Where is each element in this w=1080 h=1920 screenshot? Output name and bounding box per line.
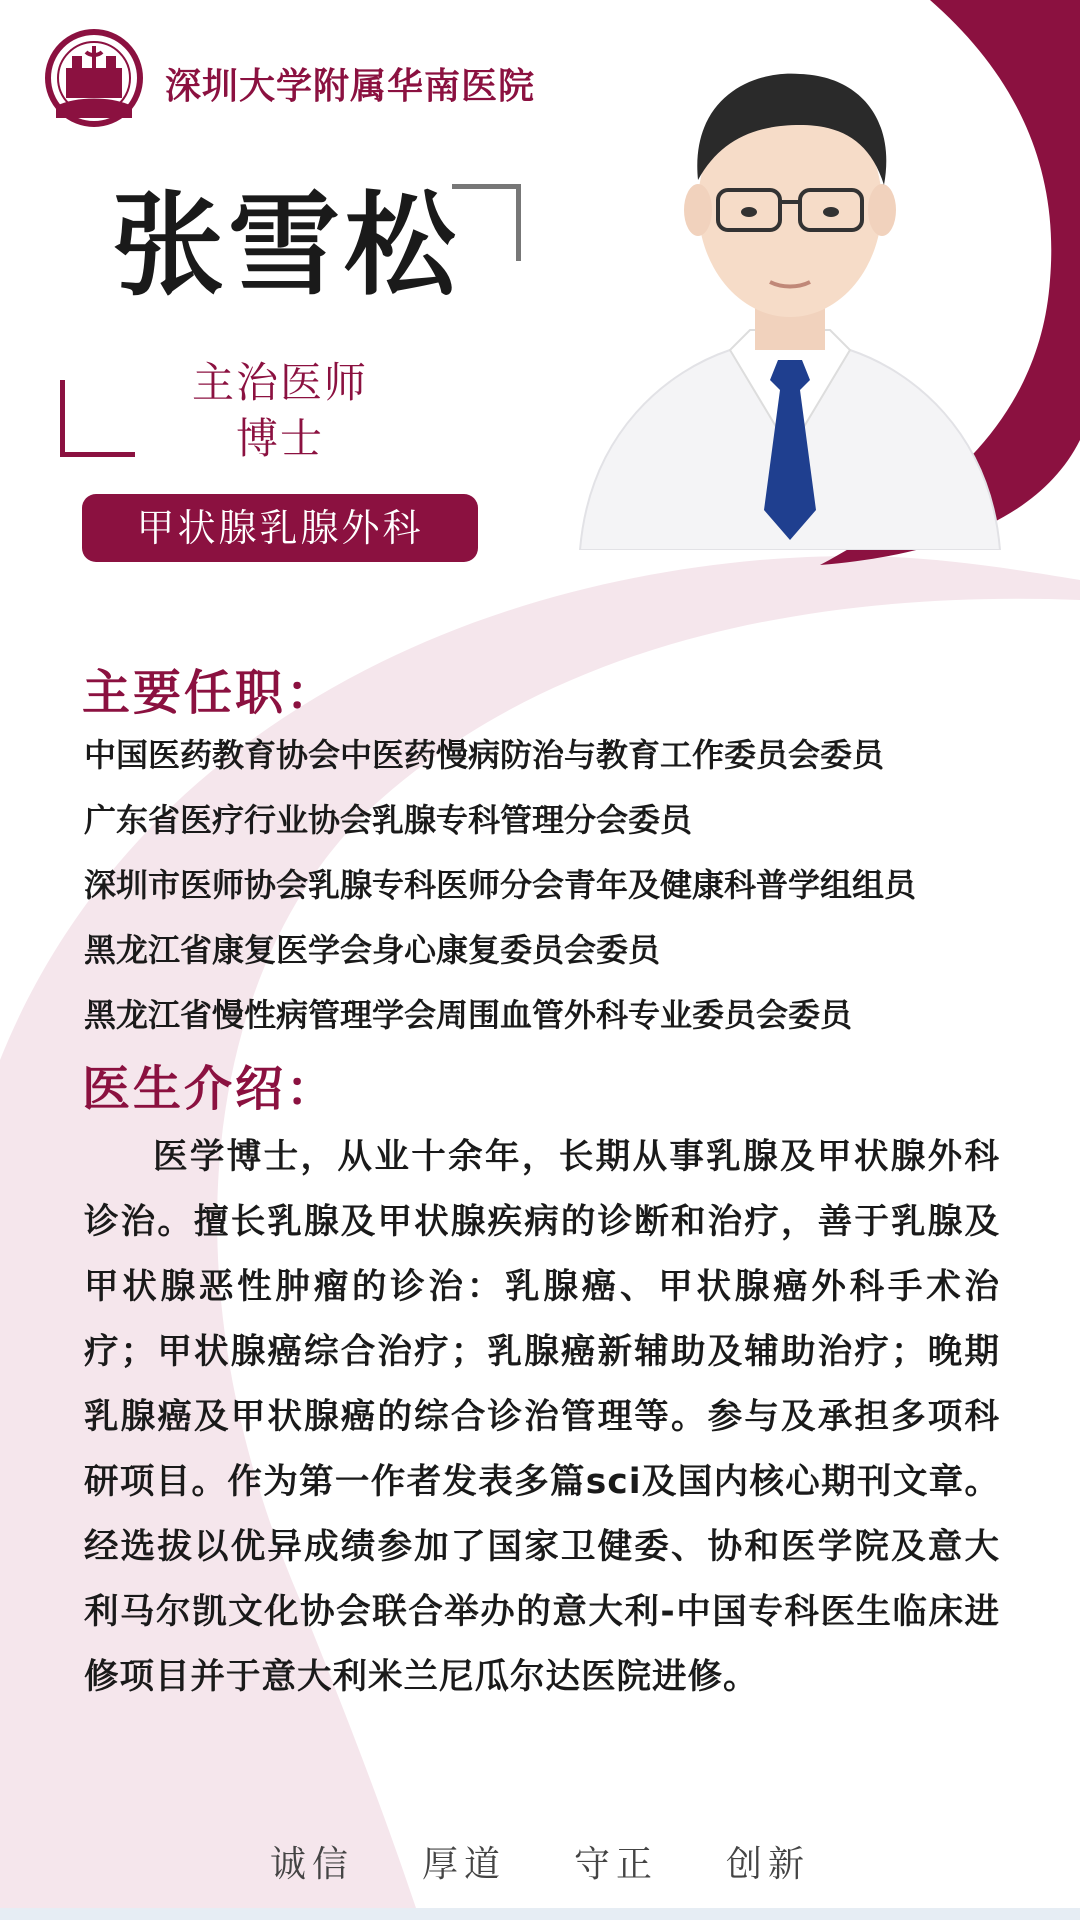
position-item: 黑龙江省康复医学会身心康复委员会委员 [84,931,661,969]
position-item: 深圳市医师协会乳腺专科医师分会青年及健康科普学组组员 [84,866,917,904]
motto [0,1836,1080,1887]
corner-bracket-bottom-left [60,380,135,457]
introduction-text: 医学博士，从业十余年，长期从事乳腺及甲状腺外科诊治。擅长乳腺及甲状腺疾病的诊断和治疗，善于乳腺及甲状腺恶性肿瘤的诊治：乳腺癌、甲状腺癌外科手术治疗；甲状腺癌综合治疗；乳腺癌新辅助及辅助治疗；晚期乳腺癌及甲状腺癌的综合诊治管理等。参与及承担多项科研项目。作为第一作者发表多篇sci及国内核心期刊文章。经选拔以优异成绩参加了国家卫健委、协和医学院及意大利马尔凯文化协会联合举办的意大利-中国专科医生临床进修项目并于意大利米兰尼瓜尔达医院进修。 [84,1137,1000,1697]
department-badge: 甲状腺乳腺外科 [82,494,478,562]
hospital-logo [36,28,152,128]
position-item: 中国医药教育协会中医药慢病防治与教育工作委员会委员 [84,736,885,774]
motto-word: 创新 [726,1844,811,1885]
positions-list [84,728,1014,1053]
doctor-name: 张雪松 [112,181,460,311]
doctor-degree: 博士 [235,414,324,463]
positions-heading: 主要任职： [82,665,338,721]
corner-bracket-top-right [452,184,521,261]
doctor-portrait [560,30,1020,550]
motto-word: 诚信 [269,1844,354,1885]
position-item: 黑龙江省慢性病管理学会周围血管外科专业委员会委员 [84,996,853,1034]
motto-word: 厚道 [421,1844,506,1885]
introduction-heading: 医生介绍： [82,1061,338,1117]
doctor-title: 主治医师 [191,358,368,407]
position-item: 广东省医疗行业协会乳腺专科管理分会委员 [84,801,693,839]
hospital-name: 深圳大学附属华南医院 [165,65,536,107]
motto-word: 守正 [574,1844,659,1885]
